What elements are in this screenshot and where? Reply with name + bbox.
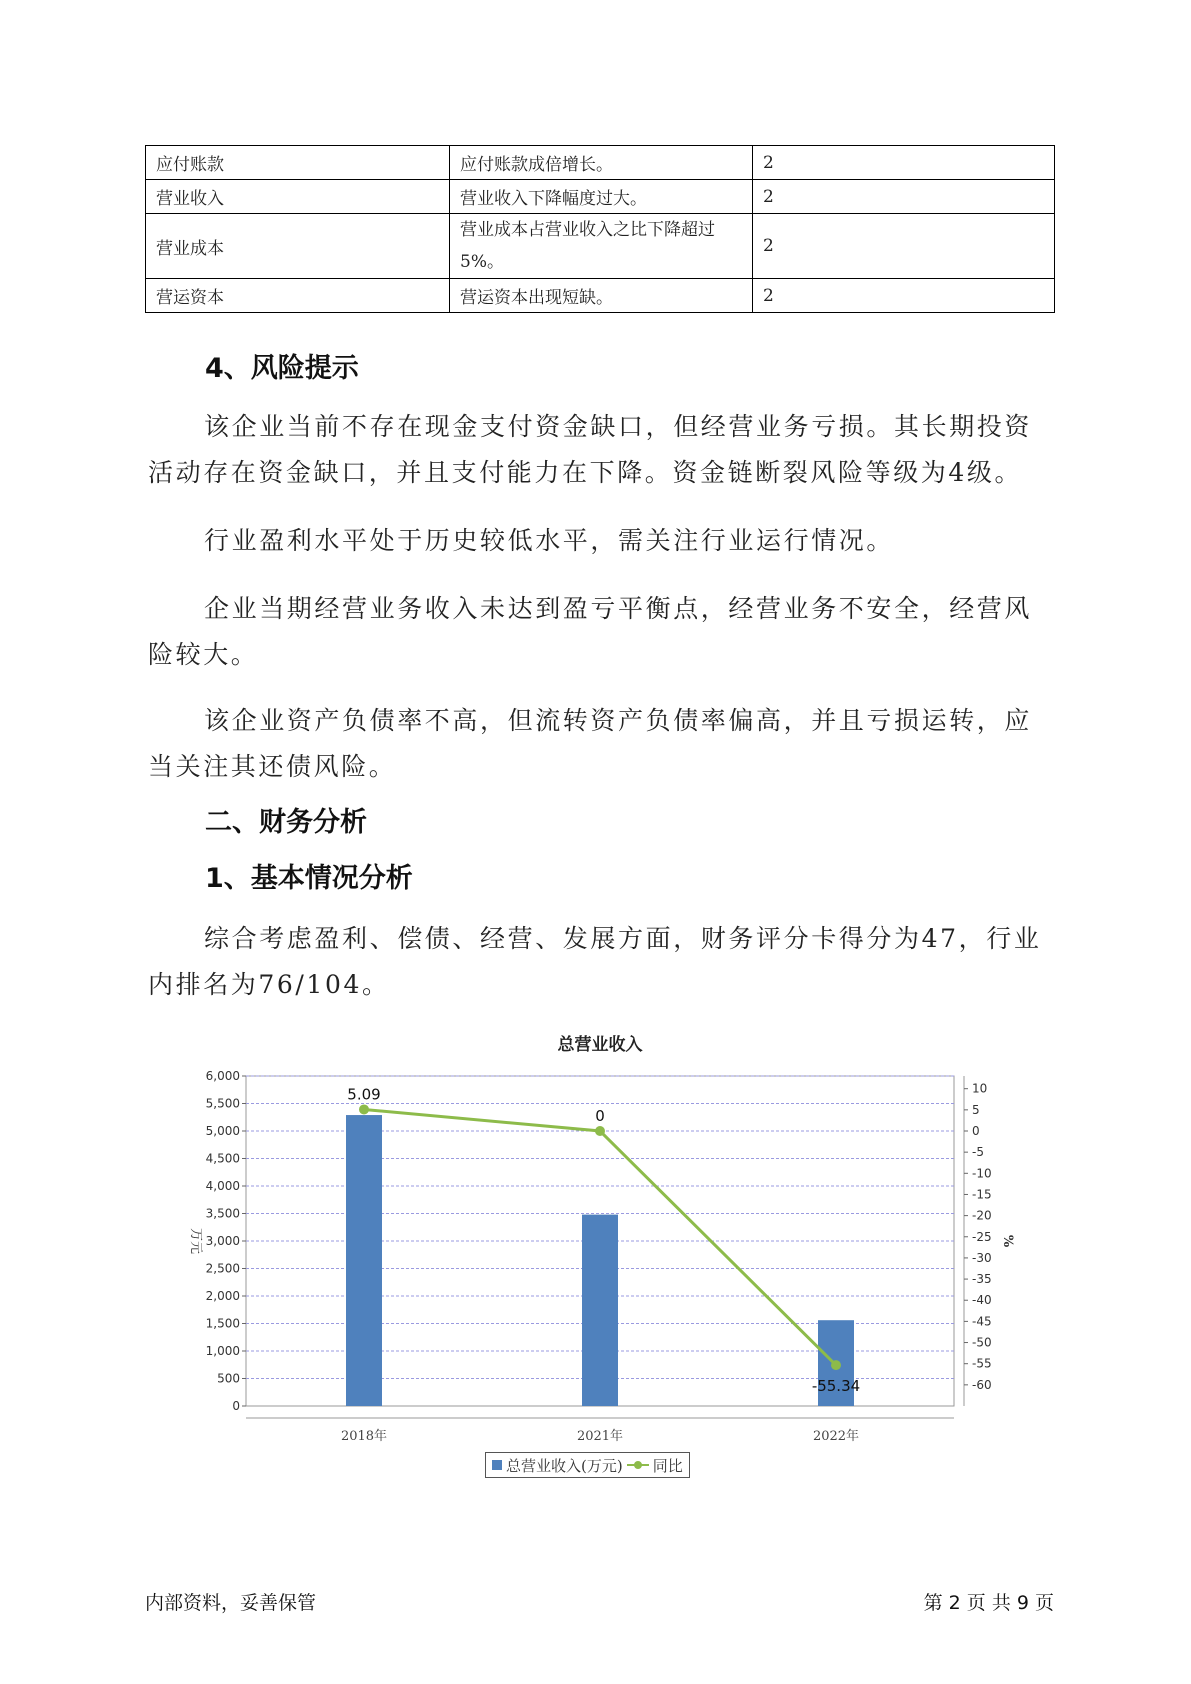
footer-left: 内部资料，妥善保管 — [145, 1592, 317, 1614]
legend-line-swatch — [627, 1459, 649, 1471]
table-cell-desc: 应付账款成倍增长。 — [450, 146, 753, 180]
y-tick-label: 1,000 — [205, 1344, 240, 1358]
y2-tick-label: 10 — [972, 1081, 988, 1096]
y-tick-label: 0 — [232, 1399, 240, 1413]
y2-axis-title: % — [1000, 1234, 1015, 1248]
table-cell-level: 2 — [753, 180, 1055, 214]
y2-tick-label: -55 — [972, 1356, 992, 1371]
table-row — [146, 279, 1055, 313]
bar — [582, 1215, 618, 1406]
y2-tick-label: -15 — [972, 1187, 992, 1202]
y-tick-label: 500 — [217, 1371, 240, 1386]
y-axis-title: 万元 — [188, 1227, 203, 1255]
y2-tick-label: 5 — [972, 1102, 980, 1117]
table-row — [146, 214, 1055, 279]
footer-page-number: 第 2 页 共 9 页 — [923, 1592, 1054, 1614]
paragraph: 综合考虑盈利、偿债、经营、发展方面，财务评分卡得分为47，行业内排名为76/104。 — [148, 924, 1042, 999]
y-tick-label: 5,500 — [205, 1096, 240, 1111]
y2-tick-label: -5 — [972, 1145, 984, 1160]
paragraph: 企业当期经营业务收入未达到盈亏平衡点，经营业务不安全，经营风险较大。 — [148, 594, 1033, 669]
y-tick-label: 3,000 — [205, 1234, 240, 1248]
paragraph: 行业盈利水平处于历史较低水平，需关注行业运行情况。 — [204, 526, 895, 555]
y2-tick-label: -25 — [972, 1229, 992, 1244]
table-cell-item: 营运资本 — [146, 279, 450, 313]
y2-tick-label: -40 — [972, 1293, 992, 1308]
chart-plot — [170, 1030, 1030, 1450]
y2-tick-label: -50 — [972, 1335, 992, 1350]
y2-tick-label: -35 — [972, 1272, 992, 1287]
revenue-chart — [170, 1030, 1030, 1490]
legend-label-bar: 总营业收入(万元) — [506, 1456, 623, 1475]
table-cell-desc: 营运资本出现短缺。 — [450, 279, 753, 313]
table-cell-level: 2 — [753, 214, 1055, 279]
x-tick-label: 2021年 — [576, 1429, 624, 1444]
section-heading-financial: 二、财务分析 — [205, 807, 367, 838]
table-cell-level: 2 — [753, 146, 1055, 180]
table-cell-desc: 营业成本占营业收入之比下降超过5%。 — [450, 214, 753, 279]
table-row — [146, 146, 1055, 180]
y2-tick-label: -45 — [972, 1314, 992, 1329]
y2-tick-label: -20 — [972, 1208, 992, 1223]
legend-label-line: 同比 — [652, 1456, 683, 1475]
bar — [346, 1115, 382, 1406]
data-label: 5.09 — [347, 1085, 381, 1104]
section-heading-risk: 4、风险提示 — [205, 353, 359, 384]
legend-bar-swatch — [492, 1460, 502, 1470]
y-tick-label: 2,000 — [205, 1289, 240, 1303]
chart-title: 总营业收入 — [557, 1035, 643, 1055]
table-cell-item: 营业收入 — [146, 180, 450, 214]
table-cell-desc: 营业收入下降幅度过大。 — [450, 180, 753, 214]
y-tick-label: 4,500 — [205, 1151, 240, 1166]
y-tick-label: 4,000 — [205, 1179, 240, 1193]
paragraph: 该企业当前不存在现金支付资金缺口，但经营业务亏损。其长期投资活动存在资金缺口，并且支付能力在下降。资金链断裂风险等级为4级。 — [148, 412, 1033, 487]
y-tick-label: 3,500 — [205, 1206, 240, 1221]
table-cell-item: 应付账款 — [146, 146, 450, 180]
y-tick-label: 6,000 — [205, 1069, 240, 1083]
line-point — [831, 1360, 841, 1370]
paragraph: 该企业资产负债率不高，但流转资产负债率偏高，并且亏损运转，应当关注其还债风险。 — [148, 706, 1033, 781]
y2-tick-label: -10 — [972, 1166, 992, 1181]
line-point — [359, 1104, 369, 1114]
table-cell-level: 2 — [753, 279, 1055, 313]
data-label: -55.34 — [811, 1377, 861, 1396]
chart-legend — [485, 1452, 690, 1478]
y-tick-label: 5,000 — [205, 1124, 240, 1138]
y-tick-label: 1,500 — [205, 1316, 240, 1331]
y2-tick-label: 0 — [972, 1124, 980, 1138]
y-tick-label: 2,500 — [205, 1261, 240, 1276]
x-tick-label: 2022年 — [812, 1429, 860, 1444]
y2-tick-label: -30 — [972, 1250, 992, 1265]
section-heading-basic: 1、基本情况分析 — [205, 863, 413, 894]
risk-indicator-table — [145, 145, 1055, 313]
line-point — [595, 1126, 605, 1136]
table-row — [146, 180, 1055, 214]
table-cell-item: 营业成本 — [146, 214, 450, 279]
data-label: 0 — [595, 1107, 605, 1125]
y2-tick-label: -60 — [972, 1377, 992, 1392]
x-tick-label: 2018年 — [340, 1429, 388, 1444]
